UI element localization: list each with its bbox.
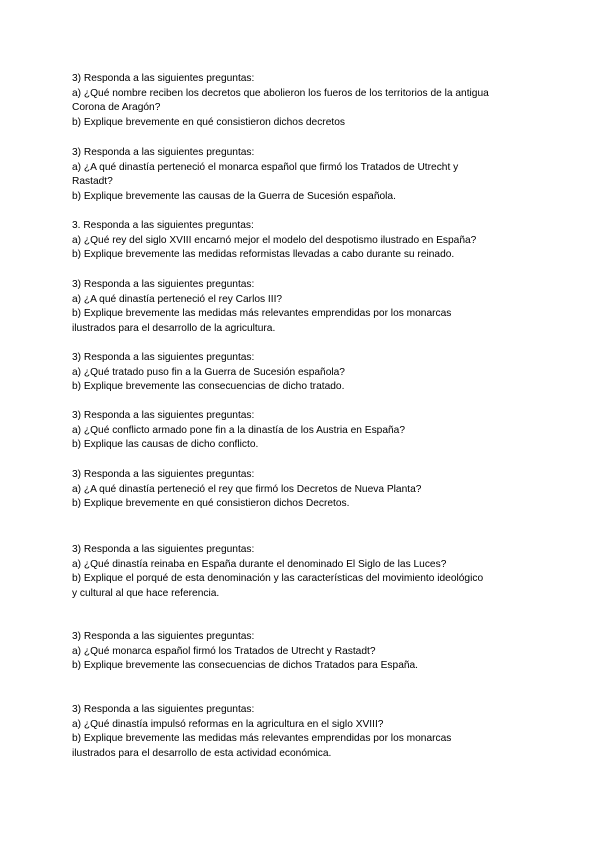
question-heading: 3) Responda a las siguientes preguntas: bbox=[72, 147, 255, 158]
question-line: b) Explique brevemente las medidas más relevantes emprendidas por los monarcas bbox=[72, 733, 452, 745]
question-line: b) Explique brevemente las medidas reformistas llevadas a cabo durante su reinado. bbox=[72, 249, 455, 261]
question-heading: 3) Responda a las siguientes preguntas: bbox=[72, 469, 255, 480]
question-line: b) Explique brevemente las consecuencias de dicho tratado. bbox=[72, 381, 345, 393]
question-line: b) Explique el porqué de esta denominación y las características del movimiento ideológico bbox=[72, 573, 484, 585]
question-heading: 3) Responda a las siguientes preguntas: bbox=[72, 704, 255, 715]
question-block-1 bbox=[72, 72, 542, 130]
question-heading: 3) Responda a las siguientes preguntas: bbox=[72, 352, 255, 363]
question-block-9 bbox=[72, 630, 542, 674]
question-block-5 bbox=[72, 351, 542, 395]
question-line: Corona de Aragón? bbox=[72, 102, 161, 114]
question-line: b) Explique brevemente en qué consistieron dichos Decretos. bbox=[72, 498, 350, 510]
question-line: a) ¿Qué dinastía reinaba en España durante el denominado El Siglo de las Luces? bbox=[72, 558, 447, 570]
question-line: b) Explique brevemente las consecuencias de dichos Tratados para España. bbox=[72, 660, 419, 672]
question-block-3 bbox=[72, 219, 542, 263]
question-line: ilustrados para el desarrollo de esta actividad económica. bbox=[72, 747, 332, 759]
question-block-10 bbox=[72, 703, 542, 761]
question-line: b) Explique brevemente las medidas más relevantes emprendidas por los monarcas bbox=[72, 308, 452, 320]
question-heading: 3) Responda a las siguientes preguntas: bbox=[72, 73, 255, 84]
question-heading: 3. Responda a las siguientes preguntas: bbox=[72, 220, 254, 231]
question-heading: 3) Responda a las siguientes preguntas: bbox=[72, 410, 255, 421]
question-block-8 bbox=[72, 543, 542, 601]
question-line: a) ¿Qué nombre reciben los decretos que abolieron los fueros de los territorios de la antigua bbox=[72, 87, 489, 99]
question-line: a) ¿A qué dinastía perteneció el rey que firmó los Decretos de Nueva Planta? bbox=[72, 483, 422, 495]
question-heading: 3) Responda a las siguientes preguntas: bbox=[72, 631, 255, 642]
question-line: a) ¿Qué rey del siglo XVIII encarnó mejor el modelo del despotismo ilustrado en España? bbox=[72, 234, 477, 246]
question-line: b) Explique brevemente en qué consistieron dichos decretos bbox=[72, 116, 345, 128]
question-line: y cultural al que hace referencia. bbox=[72, 587, 220, 599]
question-line: Rastadt? bbox=[72, 176, 113, 188]
question-line: b) Explique brevemente las causas de la Guerra de Sucesión española. bbox=[72, 190, 396, 202]
question-heading: 3) Responda a las siguientes preguntas: bbox=[72, 279, 255, 290]
question-line: ilustrados para el desarrollo de la agricultura. bbox=[72, 322, 276, 334]
question-block-6 bbox=[72, 409, 542, 453]
question-block-2 bbox=[72, 146, 542, 204]
question-line: a) ¿Qué monarca español firmó los Tratados de Utrecht y Rastadt? bbox=[72, 645, 376, 657]
question-line: b) Explique las causas de dicho conflicto. bbox=[72, 439, 259, 451]
question-line: a) ¿Qué tratado puso fin a la Guerra de Sucesión española? bbox=[72, 366, 345, 378]
question-line: a) ¿Qué dinastía impulsó reformas en la agricultura en el siglo XVIII? bbox=[72, 718, 384, 730]
question-block-4 bbox=[72, 278, 542, 336]
question-heading: 3) Responda a las siguientes preguntas: bbox=[72, 544, 255, 555]
question-block-7 bbox=[72, 468, 542, 512]
question-line: a) ¿Qué conflicto armado pone fin a la dinastía de los Austria en España? bbox=[72, 424, 405, 436]
question-line: a) ¿A qué dinastía perteneció el monarca español que firmó los Tratados de Utrecht y bbox=[72, 161, 459, 173]
question-line: a) ¿A qué dinastía perteneció el rey Carlos III? bbox=[72, 293, 283, 305]
